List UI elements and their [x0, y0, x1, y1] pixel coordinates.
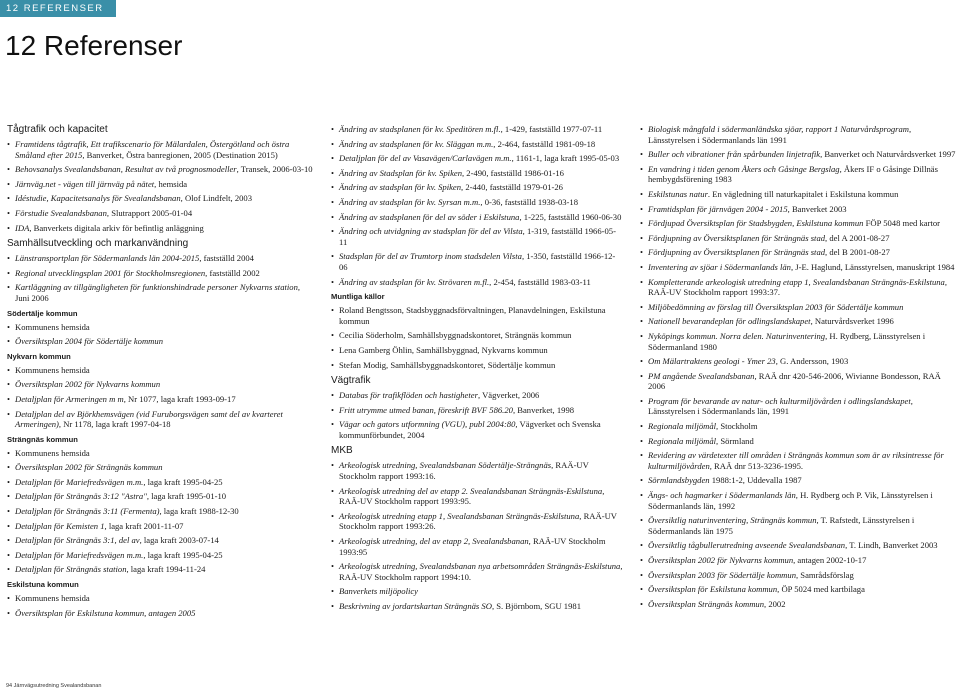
heading-samhallsutveckling: Samhällsutveckling och markanvändning: [7, 238, 189, 250]
reference-details: Cecilia Söderholm, Samhällsbyggnadskontoret, Strängnäs kommun: [339, 330, 572, 341]
reference-title: Arkeologisk utredning, del av etapp 2, Svealandsbanan: [339, 536, 529, 547]
reference-details: , hemsida: [154, 178, 188, 189]
reference-title: Översiktsplan 2003 för Södertälje kommun: [648, 569, 796, 580]
reference-list: [7, 593, 313, 618]
reference-title: Ändring av stadsplanen för kv. Släggan m.m.: [339, 138, 494, 149]
reference-list: [7, 365, 313, 430]
reference-title: Detaljplan för del av Vasavägen/Carlavägen m.m.: [339, 153, 512, 164]
reference-details: , RAÄ dnr 420-546-2006, Wivianne Bondesson, RAÄ 2006: [648, 370, 941, 392]
list-item: [640, 599, 958, 610]
reference-title: Översiktlig tågbullerutredning avseende Svealandsbanan: [648, 540, 846, 551]
reference-title: Ängs- och hagmarker i Södermanlands län: [648, 490, 796, 501]
reference-details: , Nr 1077, laga kraft 1993-09-17: [123, 393, 236, 404]
reference-details: , J-E. Haglund, Länsstyrelsen, manuskript 1984: [790, 261, 955, 272]
reference-title: Översiktsplan 2002 för Nykvarns kommun: [15, 379, 161, 390]
reference-details: , laga kraft 1995-04-25: [143, 476, 223, 487]
reference-title: Detaljplan för Strängnäs 3:12 "Astra": [15, 491, 147, 502]
reference-details: , laga kraft 2001-11-07: [104, 520, 184, 531]
reference-details: , Vägverket, 2006: [477, 390, 540, 401]
list-item: [331, 212, 623, 223]
reference-details: , laga kraft 1995-04-25: [143, 549, 223, 560]
list-item: [331, 124, 623, 135]
list-item: [7, 521, 313, 532]
reference-list: [331, 390, 623, 440]
column-right: [640, 124, 958, 613]
reference-title: Eskilstunas natur: [648, 188, 708, 199]
reference-details: , RAÄ-UV Stockholm rapport 1994:10.: [339, 561, 623, 582]
reference-title: Arkeologisk utredning del av etapp 2. Svealandsbanan Strängnäs-Eskilstuna: [339, 485, 603, 496]
reference-details: , Sörmland: [716, 435, 754, 446]
list-item: [640, 490, 958, 511]
list-item: [7, 491, 313, 502]
list-item: [331, 277, 623, 288]
column-middle: [331, 124, 623, 616]
list-item: [331, 390, 623, 401]
list-item: [331, 305, 623, 326]
reference-title: Ändring av stadsplan för kv. Syrsan m.m.: [339, 196, 481, 207]
list-item: [7, 179, 313, 190]
list-item: [7, 164, 313, 175]
reference-title: Regionala miljömål: [648, 421, 717, 432]
reference-title: Översiktlig naturinventering, Strängnäs kommun: [648, 515, 817, 526]
reference-details: , Åkers IF o Gåsinge Dillnäs hembygdsförening 1983: [648, 163, 938, 185]
reference-title: Kompletterande arkeologisk utredning etapp 1, Svealandsbanan Strängnäs-Eskilstuna: [648, 276, 945, 287]
reference-details: 1988:1-2, Uddevalla 1987: [709, 475, 802, 486]
reference-title: Förstudie Svealandsbanan: [15, 207, 107, 218]
heading-sodertalje: Södertälje kommun: [7, 308, 78, 318]
reference-title: Om Mälartraktens geologi - Ymer 23: [648, 356, 776, 367]
reference-title: Revidering av värdetexter till områden i Strängnäs kommun som är av riksintresse för kulturmiljövården: [648, 450, 944, 471]
list-item: [7, 365, 313, 376]
reference-details: , 2-464, fastställd 1981-09-18: [493, 138, 596, 149]
reference-details: , RAÄ-UV Stockholm rapport 1993:95.: [339, 485, 605, 507]
reference-list: [640, 124, 958, 609]
reference-details: , 2002: [764, 598, 786, 609]
reference-title: Detaljplan för Strängnäs station: [15, 564, 127, 575]
list-item: [640, 540, 958, 551]
list-item: [331, 168, 623, 179]
reference-details: Stefan Modig, Samhällsbyggnadskontoret, Södertälje kommun: [339, 359, 556, 370]
reference-title: PM angående Svealandsbanan: [648, 370, 755, 381]
column-left: [7, 124, 313, 622]
reference-title: Fördjupning av Översiktsplanen för Strängnäs stad: [648, 232, 826, 243]
reference-details: , laga kraft 1988-12-30: [159, 506, 239, 517]
list-item: [640, 247, 958, 258]
reference-details: , 1-319, fastställd 1966-05-11: [339, 226, 616, 247]
list-item: [7, 550, 313, 561]
reference-details: Lena Gamberg Öhlin, Samhällsbyggnad, Nykvarns kommun: [339, 344, 548, 355]
list-item: [7, 448, 313, 459]
list-item: [331, 251, 623, 272]
reference-title: Ändring av Stadsplan för kv. Spiken: [339, 167, 462, 178]
list-item: [640, 233, 958, 244]
list-item: [640, 149, 958, 160]
list-item: [331, 486, 623, 507]
reference-details: , 1-429, fastställd 1977-07-11: [500, 124, 603, 134]
page-title: 12 Referenser: [5, 30, 183, 61]
list-item: [640, 396, 958, 417]
list-item: [7, 477, 313, 488]
list-item: [7, 535, 313, 546]
reference-title: Ändring och utvidgning av stadsplan för del av Vilsta: [339, 226, 523, 237]
list-item: [640, 331, 958, 352]
reference-list: [331, 305, 623, 370]
page-footer: 94 Järnvägsutredning Svealandsbanan: [6, 683, 102, 689]
reference-title: IDA: [15, 222, 30, 233]
reference-details: Kommunens hemsida: [15, 364, 90, 375]
reference-title: Arkeologisk utredning, Svealandsbanan Södertälje-Strängnäs: [339, 460, 552, 471]
reference-details: , RAÄ-UV Stockholm rapport 1993:26.: [339, 510, 617, 532]
reference-details: , del A 2001-08-27: [825, 232, 890, 243]
reference-details: , Olof Lindfelt, 2003: [180, 193, 253, 204]
heading-vagtrafik: Vägtrafik: [331, 375, 371, 387]
list-item: [331, 197, 623, 208]
list-item: [7, 268, 313, 279]
reference-title: Arkeologisk utredning etapp 1, Svealandsbanan Strängnäs-Eskilstuna: [339, 510, 580, 521]
list-item: [640, 570, 958, 581]
list-item: [7, 593, 313, 604]
list-item: [640, 584, 958, 595]
reference-details: , laga kraft 2003-07-14: [139, 535, 219, 546]
reference-details: Roland Bengtsson, Stadsbyggnadsförvaltningen, Planavdelningen, Eskilstuna kommun: [339, 305, 606, 326]
reference-title: Miljöbedömning av förslag till Översiktsplan 2003 för Södertälje kommun: [648, 301, 904, 312]
reference-details: , 2-490, fastställd 1986-01-16: [462, 167, 564, 178]
reference-title: Kartläggning av tillgängligheten för funktionshindrade personer Nykvarns station: [15, 282, 298, 293]
reference-details: , del B 2001-08-27: [825, 247, 890, 258]
reference-title: Detaljplan för Strängnäs 3:11 (Fermenta): [15, 506, 160, 517]
reference-details: , S. Björnbom, SGU 1981: [491, 601, 581, 611]
reference-title: Inventering av sjöar i Södermanlands län: [648, 261, 791, 272]
reference-title: Detaljplan för Kemisten 1: [15, 520, 105, 531]
reference-title: Fördjupning av Översiktsplanen för Strängnäs stad: [648, 247, 826, 258]
reference-details: , Länsstyrelsen i Södermanlands län 1991: [648, 124, 912, 145]
reference-title: Detaljplan del av Björkhemsvägen (vid Furuborgsvägen samt del av kvarteret Armeringen): [15, 408, 283, 430]
reference-title: Idéstudie, Kapacitetsanalys för Svealandsbanan: [15, 193, 181, 204]
reference-details: , 1-350, fastställd 1966-12-06: [339, 251, 616, 272]
reference-title: Översiktsplan 2002 för Nykvarns kommun: [648, 555, 794, 565]
list-item: [331, 460, 623, 481]
heading-nykvarn: Nykvarn kommun: [7, 351, 71, 361]
heading-muntliga-kallor: Muntliga källor: [331, 292, 385, 302]
reference-details: , Banverket, 1998: [512, 404, 575, 415]
list-item: [640, 475, 958, 486]
list-item: [7, 379, 313, 390]
list-item: [331, 182, 623, 193]
reference-title: Arkeologisk utredning, Svealandsbanan nya arbetsområden Strängnäs-Eskilstuna: [339, 561, 621, 572]
section-tag: 12 REFERENSER: [0, 0, 116, 17]
list-item: [640, 436, 958, 447]
reference-details: , Banverket och Naturvårdsverket 1997: [820, 149, 956, 160]
reference-details: , laga kraft 1994-11-24: [126, 564, 206, 575]
reference-list: [7, 322, 313, 347]
list-item: [640, 277, 958, 298]
reference-details: , 1-225, fastställd 1960-06-30: [519, 211, 622, 222]
reference-title: Översiktsplan 2004 för Södertälje kommun: [15, 336, 163, 347]
reference-details: , Slutrapport 2005-01-04: [106, 207, 193, 218]
reference-title: Biologisk mångfald i södermanländska sjöar, rapport 1 Naturvårdsprogram: [648, 124, 910, 134]
list-item: [331, 586, 623, 597]
list-item: [640, 555, 958, 566]
reference-title: Ändring av stadsplan för kv. Strövaren m.fl.: [339, 276, 490, 287]
reference-details: , Naturvårdsverket 1996: [810, 316, 894, 327]
list-item: [640, 302, 958, 313]
reference-details: , RAÄ-UV Stockholm 1993:95: [339, 536, 606, 557]
list-item: [640, 356, 958, 367]
reference-details: . En vägledning till naturkapitalet i Eskilstuna kommun: [707, 188, 899, 199]
reference-details: , Transek, 2006-03-10: [236, 164, 313, 175]
list-item: [7, 462, 313, 473]
reference-title: Detaljplan för Mariefredsvägen m.m.: [15, 476, 144, 487]
list-item: [331, 330, 623, 341]
list-item: [331, 345, 623, 356]
reference-title: Buller och vibrationer från spårbunden linjetrafik: [648, 149, 821, 160]
list-item: [7, 139, 313, 160]
reference-details: Kommunens hemsida: [15, 447, 90, 458]
reference-details: Kommunens hemsida: [15, 593, 90, 604]
list-item: [7, 193, 313, 204]
reference-title: Översiktsplan för Eskilstuna kommun, antagen 2005: [15, 607, 196, 618]
list-item: [640, 515, 958, 536]
reference-title: Ändring av stadsplanen för del av söder i Eskilstuna: [339, 211, 520, 222]
reference-details: , H. Rydberg, Länsstyrelsen i Södermanland 1980: [648, 330, 926, 352]
reference-title: Detaljplan för Armeringen m m: [15, 393, 124, 404]
list-item: [7, 322, 313, 333]
list-item: [331, 226, 623, 247]
reference-details: , Vägverket och Svenska kommunförbundet, 2004: [339, 419, 601, 440]
reference-details: , ÖP 5024 med kartbilaga: [777, 584, 865, 595]
reference-title: Detaljplan för Strängnäs 3:1, del av: [15, 535, 140, 546]
list-item: [640, 124, 958, 145]
reference-title: Beskrivning av jordartskartan Strängnäs SO: [339, 601, 492, 611]
reference-details: , H. Rydberg och P. Vik, Länsstyrelsen i Södermanlands län, 1992: [648, 490, 933, 511]
reference-details: , RAÄ-UV Stockholm rapport 1993:37.: [648, 276, 948, 298]
reference-list: [331, 124, 623, 287]
reference-details: , RAÄ dnr 513-3236-1995.: [709, 460, 804, 471]
reference-title: Program för bevarande av natur- och kulturmiljövården i odlingslandskapet: [648, 395, 911, 406]
list-item: [640, 189, 958, 200]
reference-title: Översiktsplan för Eskilstuna kommun: [648, 584, 778, 595]
reference-list: [331, 460, 623, 611]
reference-title: Nationell bevarandeplan för odlingslandskapet: [648, 316, 811, 327]
reference-list: [7, 448, 313, 575]
list-item: [640, 164, 958, 185]
list-item: [640, 450, 958, 471]
list-item: [331, 139, 623, 150]
reference-details: FÖP 5048 med kartor: [863, 218, 941, 229]
reference-title: Ändring av stadsplanen för kv. Speditören m.fl.: [339, 124, 501, 134]
reference-details: , Nr 1178, laga kraft 1997-04-18: [58, 419, 171, 430]
reference-details: , fastställd 2004: [199, 253, 254, 264]
list-item: [7, 253, 313, 264]
reference-details: , 2-440, fastställd 1979-01-26: [461, 182, 563, 193]
list-item: [7, 282, 313, 303]
reference-details: , laga kraft 1995-01-10: [146, 491, 227, 502]
reference-title: Fördjupad Översiktsplan för Stadsbygden, Eskilstuna kommun: [648, 218, 864, 229]
reference-details: , Banverkets digitala arkiv för befintlig anläggning: [29, 222, 204, 233]
reference-details: , Samrådsförslag: [796, 569, 854, 580]
reference-title: Vägar och gators utformning (VGU), publ 2004:80: [339, 419, 516, 430]
list-item: [640, 204, 958, 215]
reference-details: , Banverket, Östra banregionen, 2005 (Destination 2015): [82, 149, 278, 160]
list-item: [7, 336, 313, 347]
list-item: [7, 208, 313, 219]
reference-title: Översiktsplan 2002 för Strängnäs kommun: [15, 462, 163, 473]
reference-details: , 0-36, fastställd 1938-03-18: [480, 196, 579, 207]
list-item: [331, 536, 623, 557]
list-item: [640, 218, 958, 229]
reference-details: , 1161-1, laga kraft 1995-05-03: [511, 153, 620, 164]
reference-list: [7, 253, 313, 303]
reference-title: Framtidsplan för järnvägen 2004 - 2015: [648, 203, 788, 214]
list-item: [331, 405, 623, 416]
heading-mkb: MKB: [331, 445, 353, 457]
reference-details: , T. Lindh, Banverket 2003: [845, 540, 938, 551]
list-item: [331, 511, 623, 532]
list-item: [331, 360, 623, 371]
reference-details: , Stockholm: [716, 421, 758, 432]
reference-title: Regionala miljömål: [648, 435, 717, 446]
reference-title: Nyköpings kommun. Norra delen. Naturinventering: [648, 330, 826, 341]
reference-title: Sörmlandsbygden: [648, 475, 710, 486]
reference-title: Ändring av stadsplan för kv. Spiken: [339, 182, 462, 193]
reference-title: Detaljplan för Mariefredsvägen m.m.: [15, 549, 144, 560]
reference-title: Översiktsplan Strängnäs kommun: [648, 598, 765, 609]
list-item: [7, 506, 313, 517]
reference-details: , RAÄ-UV Stockholm rapport 1993:16.: [339, 460, 589, 482]
list-item: [331, 419, 623, 440]
list-item: [640, 421, 958, 432]
list-item: [7, 608, 313, 619]
list-item: [7, 409, 313, 430]
reference-title: Banverkets miljöpolicy: [339, 586, 418, 597]
reference-details: , T. Rafstedt, Länsstyrelsen i Södermanlands län 1975: [648, 515, 915, 536]
reference-title: Stadsplan för del av Trumtorp inom stadsdelen Vilsta: [339, 251, 522, 262]
reference-details: , Länsstyrelsen i Södermanlands län, 1991: [648, 395, 913, 417]
list-item: [640, 262, 958, 273]
list-item: [7, 223, 313, 234]
reference-details: , 2-454, fastställd 1983-03-11: [489, 276, 591, 287]
reference-title: Fritt utrymme utmed banan, föreskrift BVF 586.20: [339, 404, 513, 415]
reference-details: , fastställd 2002: [205, 267, 260, 278]
heading-strangnas: Strängnäs kommun: [7, 434, 78, 444]
reference-title: Databas för trafikflöden och hastigheter: [339, 390, 478, 401]
reference-title: Framtidens tågtrafik, Ett trafikscenario för Mälardalen, Östergötland och östra Småland efter 2015: [15, 139, 290, 160]
reference-details: , Banverket 2003: [787, 203, 847, 214]
list-item: [640, 316, 958, 327]
reference-details: , G. Andersson, 1903: [775, 356, 849, 367]
reference-details: , antagen 2002-10-17: [793, 555, 867, 565]
heading-eskilstuna: Eskilstuna kommun: [7, 580, 79, 590]
reference-details: Kommunens hemsida: [15, 321, 90, 332]
list-item: [331, 601, 623, 612]
list-item: [7, 394, 313, 405]
list-item: [7, 564, 313, 575]
reference-list: [7, 139, 313, 233]
list-item: [331, 153, 623, 164]
list-item: [640, 371, 958, 392]
reference-title: Järnväg.net - vägen till järnväg på nätet: [15, 178, 155, 189]
reference-title: En vandring i tiden genom Åkers och Gåsinge Bergslag: [648, 163, 840, 174]
reference-details: , Juni 2006: [15, 282, 301, 303]
list-item: [331, 561, 623, 582]
reference-title: Länstransportplan för Södermanlands län 2004-2015: [15, 253, 200, 264]
reference-title: Behovsanalys Svealandsbanan, Resultat av två prognosmodeller: [15, 164, 237, 175]
reference-title: Regional utvecklingsplan 2001 för Stockholmsregionen: [15, 267, 206, 278]
heading-tagtrafik: Tågtrafik och kapacitet: [7, 124, 108, 135]
